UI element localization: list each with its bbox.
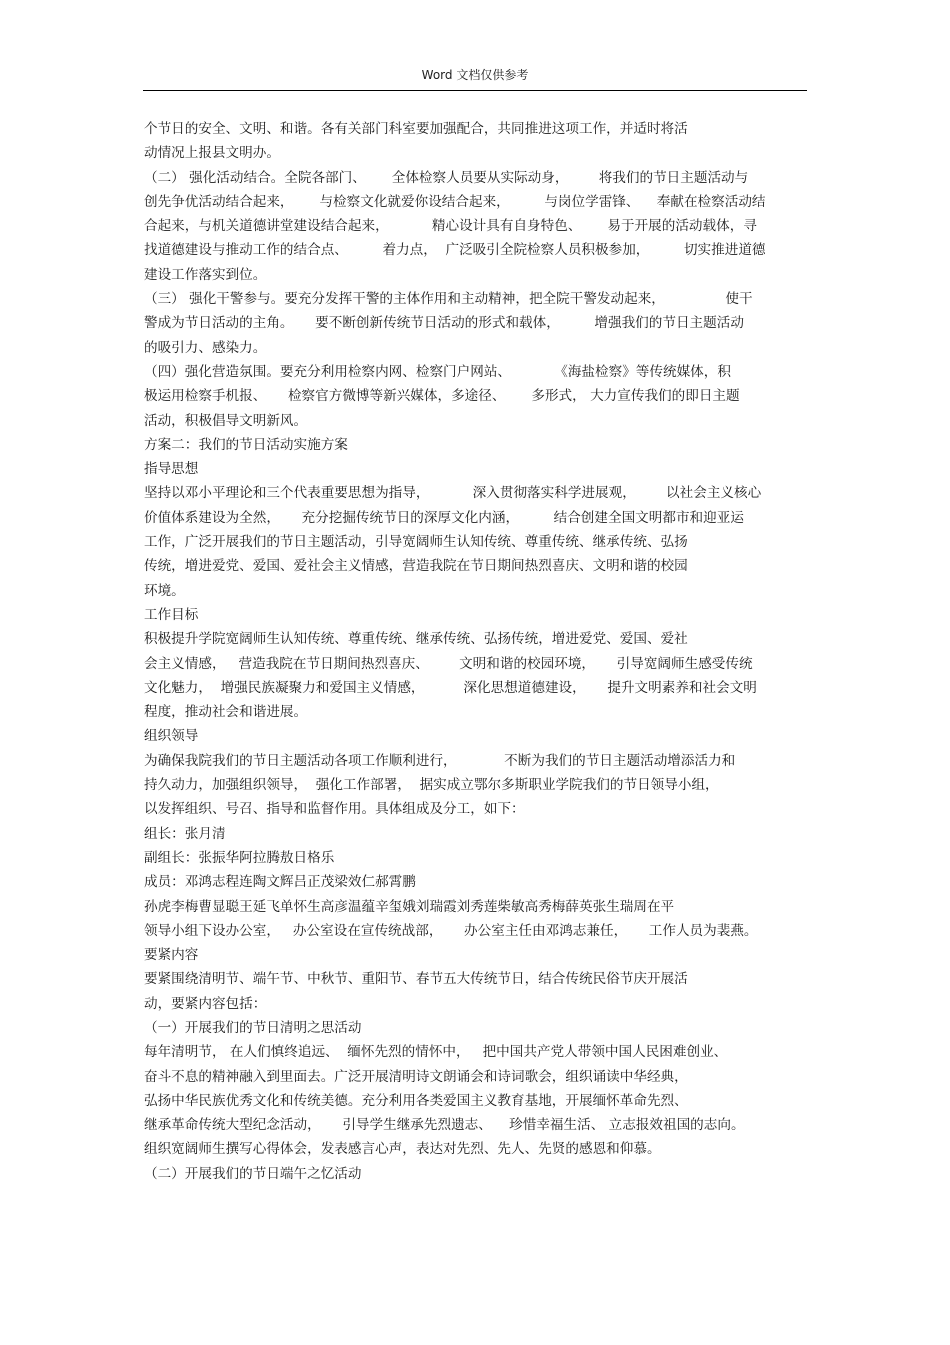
text-line: 建设工作落实到位。 [144,266,267,283]
text-line: 传统，增进爱党、爱国、爱社会主义情感，营造我院在节日期间热烈喜庆、文明和谐的校园 [144,558,688,575]
text-line: 组长：张月清 [144,825,226,842]
text-line: 成员：邓鸿志程连陶文辉吕正茂梁效仁郝霄鹏 [144,874,416,891]
text-line: 动，要紧内容包括： [144,995,267,1012]
subheading: 要紧内容 [144,947,199,964]
text-line: 文化魅力， 增强民族凝聚力和爱国主义情感， 深化思想道德建设， 提升文明素养和社会文明 [144,679,757,696]
text-line: 继承革命传统大型纪念活动， 引导学生继承先烈遗志、 珍惜幸福生活、 立志报效祖国的志向。 [144,1117,745,1134]
text-line: 极运用检察手机报、 检察官方微博等新兴媒体，多途径、 多形式， 大力宣传我们的即日主题 [144,388,740,405]
header-divider [143,90,807,91]
text-line: 要紧围绕清明节、端午节、中秋节、重阳节、春节五大传统节日，结合传统民俗节庆开展活 [144,971,688,988]
text-line: 环境。 [144,582,185,599]
text-line: 个节日的安全、文明、和谐。各有关部门科室要加强配合，共同推进这项工作，并适时将活 [144,121,688,137]
text-line: 以发挥组织、号召、指导和监督作用。具体组成及分工，如下： [144,801,525,818]
text-line: 副组长：张振华阿拉腾敖日格乐 [144,849,335,866]
text-line: 程度，推动社会和谐进展。 [144,704,308,721]
subheading: 工作目标 [144,606,199,623]
subheading: 指导思想 [144,461,199,478]
section-heading: （四）强化营造氛围。要充分利用检察内网、检察门户网站、 《海盐检察》等传统媒体，积 [144,363,731,380]
text-line: 为确保我院我们的节日主题活动各项工作顺利进行， 不断为我们的节日主题活动增添活力和 [144,752,736,769]
text-line: 创先争优活动结合起来， 与检察文化就爱你设结合起来， 与岗位学雷锋、 奉献在检察活动结 [144,193,766,210]
text-line: 每年清明节， 在人们慎终追远、 缅怀先烈的情怀中， 把中国共产党人带领中国人民困难创业、 [144,1044,728,1061]
text-line: 坚持以邓小平理论和三个代表重要思想为指导， 深入贯彻落实科学进展观， 以社会主义核心 [144,485,762,502]
text-line: 工作，广泛开展我们的节日主题活动，引导宽阔师生认知传统、尊重传统、继承传统、弘扬 [144,534,688,551]
text-line: 奋斗不息的精神融入到里面去。广泛开展清明诗文朗诵会和诗词歌会，组织诵读中华经典， [144,1068,688,1085]
text-line: 积极提升学院宽阔师生认知传统、尊重传统、继承传统、弘扬传统，增进爱党、爱国、爱社 [144,631,688,648]
text-line: 合起来，与机关道德讲堂建设结合起来， 精心设计具有自身特色、 易于开展的活动载体，寻 [144,218,757,235]
text-line: 的吸引力、感染力。 [144,339,267,356]
text-line: 动情况上报县文明办。 [144,145,280,162]
plan-title: 方案二：我们的节日活动实施方案 [144,436,348,453]
section-heading: （二）开展我们的节日端午之忆活动 [144,1165,362,1182]
text-line: 持久动力，加强组织领导， 强化工作部署， 据实成立鄂尔多斯职业学院我们的节日领导小组， [144,777,719,794]
text-line: 弘扬中华民族优秀文化和传统美德。充分利用各类爱国主义教育基地，开展缅怀革命先烈、 [144,1092,688,1109]
text-line: 价值体系建设为全然， 充分挖掘传统节日的深厚文化内涵， 结合创建全国文明都市和迎亚运 [144,509,744,526]
text-line: 活动，积极倡导文明新风。 [144,412,308,429]
subheading: 组织领导 [144,728,199,745]
section-heading: （三） 强化干警参与。要充分发挥干警的主体作用和主动精神，把全院干警发动起来， 使干 [144,291,753,308]
document-body [144,117,812,1186]
section-heading: （一）开展我们的节日清明之思活动 [144,1019,362,1036]
section-heading: （二） 强化活动结合。全院各部门、 全体检察人员要从实际动身， 将我们的节日主题活动与 [144,169,749,186]
text-line: 领导小组下设办公室， 办公室设在宣传统战部， 办公室主任由邓鸿志兼任， 工作人员为裴燕。 [144,922,758,939]
text-line: 警成为节日活动的主角。 要不断创新传统节日活动的形式和载体， 增强我们的节日主题活动 [144,315,744,332]
text-line: 孙虎李梅曹显聪王延飞单怀生高彦温蕴辛玺娥刘瑞霞刘秀莲柴敏高秀梅薛英张生瑞周在平 [144,898,675,915]
text-line: 找道德建设与推动工作的结合点、 着力点， 广泛吸引全院检察人员积极参加， 切实推进道德 [144,242,766,259]
page-header: Word 文档仅供参考 [421,68,529,82]
text-line: 会主义情感， 营造我院在节日期间热烈喜庆、 文明和谐的校园环境， 引导宽阔师生感受传统 [144,655,753,672]
text-line: 组织宽阔师生撰写心得体会，发表感言心声，表达对先烈、先人、先贤的感恩和仰慕。 [144,1141,661,1158]
